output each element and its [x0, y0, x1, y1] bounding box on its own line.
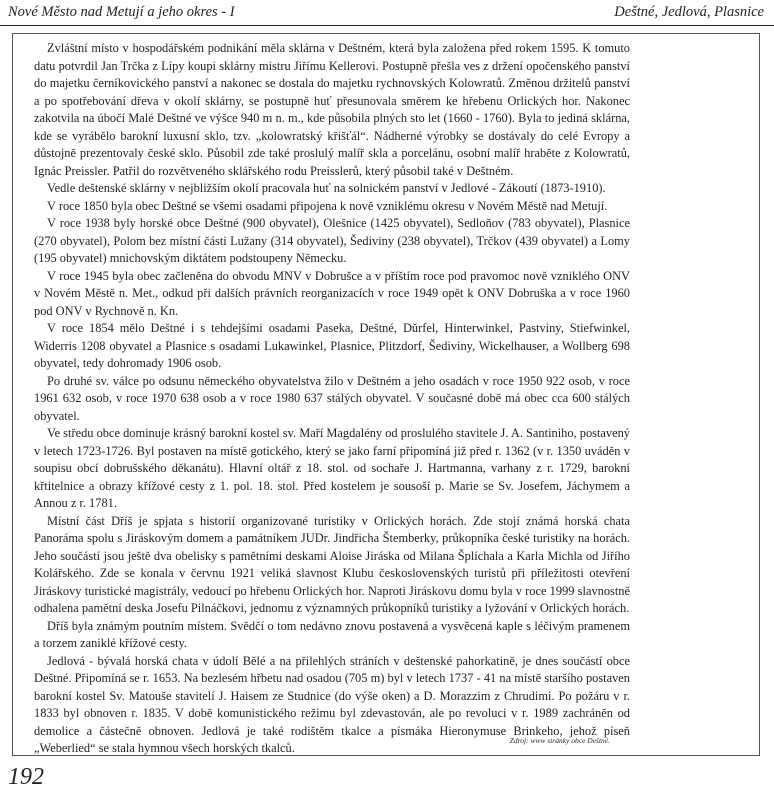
paragraph: V roce 1854 mělo Deštné i s tehdejšími osadami Paseka, Deštné, Dŭrfel, Hinterwinkel, Pastviny, Stiefwinkel, Widerris 1208 obyvatel a Plasnice s osadami Lukawinkel, Plasnice, Plitzdorf, Šediviny, Wickelhauser, a Wollberg 698 obyvatel, tedy dohromady 1906 osob. — [34, 321, 630, 370]
paragraph: Po druhé sv. válce po odsunu německého obyvatelstva žilo v Deštném a jeho osadách v roce 1950 922 osob, v roce 1961 632 osob, v roce 1970 638 osob a v roce 1980 637 stálých obyvatel. V současné době má obec cca 600 stálých obyvatel. — [34, 373, 630, 423]
header-rule — [0, 25, 774, 26]
page-number: 192 — [8, 764, 44, 790]
running-header-left: Nové Město nad Metují a jeho okres - I — [8, 4, 235, 20]
paragraph: Dříš byla známým poutním místem. Svědčí o tom nedávno znovu postavená a vysvěcená kaple s léčivým pramenem a torzem zaniklé křížové cesty. — [34, 618, 630, 650]
paragraph: Zvláštní místo v hospodářském podnikání měla sklárna v Deštném, která byla založena před rokem 1595. K tomuto datu potvrdil Jan Trčka z Lípy koupi sklárny mistru Jiřímu Kellerovi. Postupně přešla ves z držení opočenského panství do majetku černíkovického panství a nakonec se dostala do majetku rychnovských Kolowratů. Změnou držitelů panství a po spotřebování dřeva v okolí sklárny, se postupně huť přesunovala směrem ke hřebenu Orlických hor. Nakonec zakotvila na úbočí Malé Deštné ve výšce 940 m n. m., kde působila plných sto let (1660 - 1760). Byla to jediná sklárna, kde se vyrábělo barokní luxusní sklo, tzv. „kolowratský křišťál“. Nádherné výrobky se dostávaly do celé Evropy a důstojně prezentovaly české sklo. Působil zde také proslulý malíř skla a porcelánu, osobní malíř hraběte z Kolowratů, Ignác Preissler. Patřil do rozvětveného sklářského rodu Preisslerů, který působil také v Deštném. — [34, 41, 630, 178]
paragraph: Místní část Dříš je spjata s historií organizované turistiky v Orlických horách. Zde stojí známá horská chata Panoráma spolu s Jiráskovým domem a památníkem JUDr. Jindřicha Štemberky, průkopníka české turistiky na horách. Jeho součástí jsou ještě dva obelisky s pamětními deskami Aloise Jiráska od Milana Šplíchala a Karla Michla od Jiřího Kolářského. Zde se konala v červnu 1921 veliká slavnost Klubu československých turistů při příležitosti otevření Jiráskovy turistické magistrály, vedoucí po hřebenu Orlických hor. Naproti Jiráskovu domu byla v roce 1999 slavnostně odhalena pamětní deska Josefu Pilnáčkovi, jednomu z významných průkopníků turistiky a lyžování v Orlických horách. — [34, 513, 630, 615]
source-note: Zdroj: www stránky obce Deštné. — [509, 736, 610, 745]
paragraph: Ve středu obce dominuje krásný barokní kostel sv. Maří Magdalény od proslulého stavitele J. A. Santiniho, postavený v letech 1723-1726. Byl postaven na místě gotického, který se jako farní připomíná již před r. 1362 (v r. 1350 uváděn v soupisu obcí dobrušského děkanátu). Hlavní oltář z 18. stol. od sochaře J. Hartmanna, varhany z r. 1729, barokní křtitelnice a obrazy křížové cesty z 1. pol. 18. stol. Před kostelem je sousoší p. Marie se Sv. Josefem, Jáchymem a Annou z r. 1781. — [34, 426, 630, 510]
paragraph: V roce 1850 byla obec Deštné se všemi osadami připojena k nově vzniklému okresu v Novém Městě nad Metují. — [47, 198, 608, 213]
paragraph: Vedle deštenské sklárny v nejbližším okolí pracovala huť na solnickém panství v Jedlové - Zákoutí (1873-1910). — [47, 181, 606, 195]
paragraph: V roce 1938 byly horské obce Deštné (900 obyvatel), Olešnice (1425 obyvatel), Sedloňov (783 obyvatel), Plasnice (270 obyvatel), Polom bez místní části Lužany (314 obyvatel), Šediviny (238 obyvatel), Trčkov (439 obyvatel) a Lomy (195 obyvatel) mnichovským diktátem podstoupeny Německu. — [34, 216, 630, 265]
running-header-right: Deštné, Jedlová, Plasnice — [614, 4, 764, 20]
paragraph: Jedlová - bývalá horská chata v údolí Bělé a na přilehlých stráních v deštenské pahorkatině, je dnes součástí obce Deštné. Připomíná se r. 1653. Na bezlesém hřbetu nad osadou (705 m) byl v letech 1737 - 41 na místě staršího postaven barokní kostel Sv. Matouše stavitelí J. Haisem ze Studnice (do výše oken) a D. Morazzim z Chrudimi. Po požáru v r. 1833 byl obnoven r. 1835. V době komunistického režimu byl zdevastován, ale po revoluci v r. 1989 zachráněn od demolice a částečně obnoven. Jedlová je také rodištěm tkalce a písmáka Hieronymuse Brinkeho, jehož píseň „Weberlied“ se stala hymnou všech horských tkalců. — [34, 653, 630, 755]
paragraph: V roce 1945 byla obec začleněna do obvodu MNV v Dobrušce a v příštím roce pod pravomoc nově vzniklého ONV v Novém Městě n. Met., odkud při dalších právních reorganizacích v roce 1949 opět k ONV Dobruška a v roce 1960 pod ONV v Rychnově n. Kn. — [34, 268, 630, 318]
article-body — [34, 40, 630, 758]
